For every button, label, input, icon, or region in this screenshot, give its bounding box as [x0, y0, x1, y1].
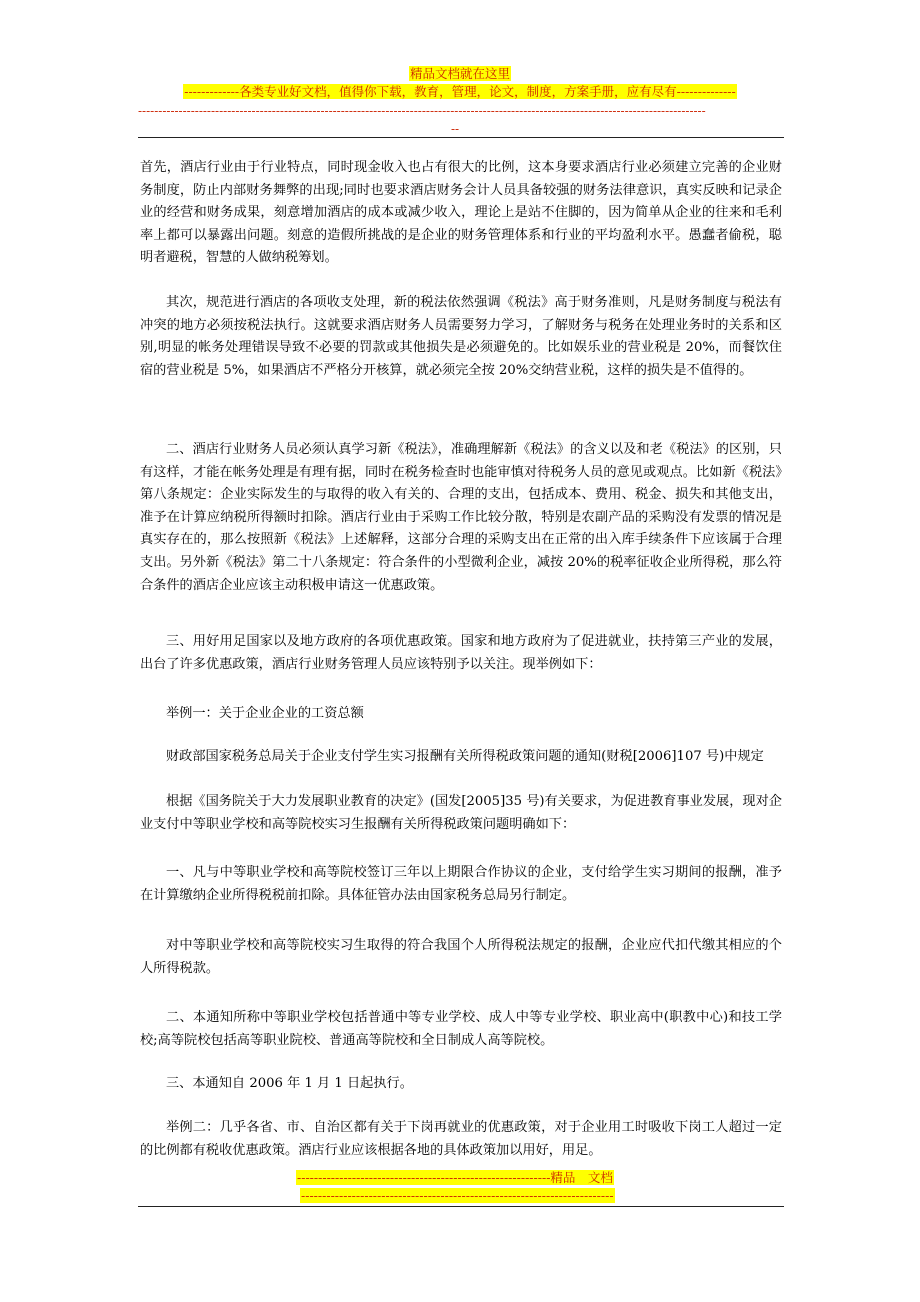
- footer-line-2: --------------------------------------------------------------------------: [301, 1188, 614, 1203]
- footer-divider: [138, 1206, 784, 1207]
- paragraph-7: 根据《国务院关于大力发展职业教育的决定》(国发[2005]35 号)有关要求，为促进教育事业发展，现对企业支付中等职业学校和高等院校实习生报酬有关所得税政策问题明确如下：: [140, 794, 782, 832]
- paragraph-10: 二、本通知所称中等职业学校包括普通中等专业学校、成人中等专业学校、职业高中(职教中心)和技工学校;高等院校包括高等职业院校、普通高等院校和全日制成人高等院校。: [140, 1010, 782, 1048]
- paragraph-2: 其次，规范进行酒店的各项收支处理，新的税法依然强调《税法》高于财务准则，凡是财务制度与税法有冲突的地方必须按税法执行。这就要求酒店财务人员需要努力学习，了解财务与税务在处理业务时的关系和区别,明显的帐务处理错误导致不必要的罚款或其他损失是必须避免的。比如娱乐业的营业税是 20%，而餐饮住宿的营业税是 5%，如果酒店不严格分开核算，就必须完全按 20%交纳营业税，这样的损失是不值得的。: [140, 295, 782, 378]
- paragraph-9: 对中等职业学校和高等院校实习生取得的符合我国个人所得税法规定的报酬，企业应代扣代缴其相应的个人所得税款。: [140, 938, 782, 976]
- header-dash-line: --------------------------------------------------------------------------------------------------------------------------------------------: [138, 104, 706, 118]
- header-divider: [138, 137, 784, 138]
- header-title: 精品文档就在这里: [409, 66, 510, 81]
- paragraph-12: 举例二：几乎各省、市、自治区都有关于下岗再就业的优惠政策，对于企业用工时吸收下岗工人超过一定的比例都有税收优惠政策。酒店行业应该根据各地的具体政策加以用好，用足。: [140, 1120, 782, 1158]
- header-subtitle: -------------各类专业好文档，值得你下载，教育，管理，论文，制度，方案手册，应有尽有--------------: [184, 84, 736, 99]
- paragraph-8: 一、凡与中等职业学校和高等院校签订三年以上期限合作协议的企业，支付给学生实习期间的报酬，准予在计算缴纳企业所得税税前扣除。具体征管办法由国家税务总局另行制定。: [140, 865, 782, 903]
- paragraph-6: 财政部国家税务总局关于企业支付学生实习报酬有关所得税政策问题的通知(财税[2006]107 号)中规定: [166, 749, 764, 764]
- paragraph-3: 二、酒店行业财务人员必须认真学习新《税法》，准确理解新《税法》的含义以及和老《税法》的区别，只有这样，才能在帐务处理是有理有据，同时在税务检查时也能审慎对待税务人员的意见或观点。比如新《税法》第八条规定：企业实际发生的与取得的收入有关的、合理的支出，包括成本、费用、税金、损失和其他支出，准予在计算应纳税所得额时扣除。酒店行业由于采购工作比较分散，特别是农副产品的采购没有发票的情况是真实存在的，那么按照新《税法》上述解释，这部分合理的采购支出在正常的出入库手续条件下应该属于合理支出。另外新《税法》第二十八条规定：符合条件的小型微利企业，减按 20%的税率征收企业所得税，那么符合条件的酒店企业应该主动积极申请这一优惠政策。: [140, 442, 782, 593]
- header-dash-line-end: --: [451, 122, 460, 136]
- paragraph-4: 三、用好用足国家以及地方政府的各项优惠政策。国家和地方政府为了促进就业，扶持第三产业的发展，出台了许多优惠政策，酒店行业财务管理人员应该特别予以关注。现举例如下：: [140, 634, 782, 672]
- paragraph-5: 举例一：关于企业企业的工资总额: [166, 706, 364, 721]
- footer-line-1: ------------------------------------------------------------精品 文档: [297, 1170, 613, 1185]
- paragraph-1: 首先，酒店行业由于行业特点，同时现金收入也占有很大的比例，这本身要求酒店行业必须建立完善的企业财务制度，防止内部财务舞弊的出现;同时也要求酒店财务会计人员具备较强的财务法律意识，真实反映和记录企业的经营和财务成果，刻意增加酒店的成本或减少收入，理论上是站不住脚的，因为简单从企业的往来和毛利率上都可以暴露出问题。刻意的造假所挑战的是企业的财务管理体系和行业的平均盈利水平。愚蠢者偷税，聪明者避税，智慧的人做纳税筹划。: [140, 160, 782, 266]
- paragraph-11: 三、本通知自 2006 年 1 月 1 日起执行。: [166, 1076, 413, 1091]
